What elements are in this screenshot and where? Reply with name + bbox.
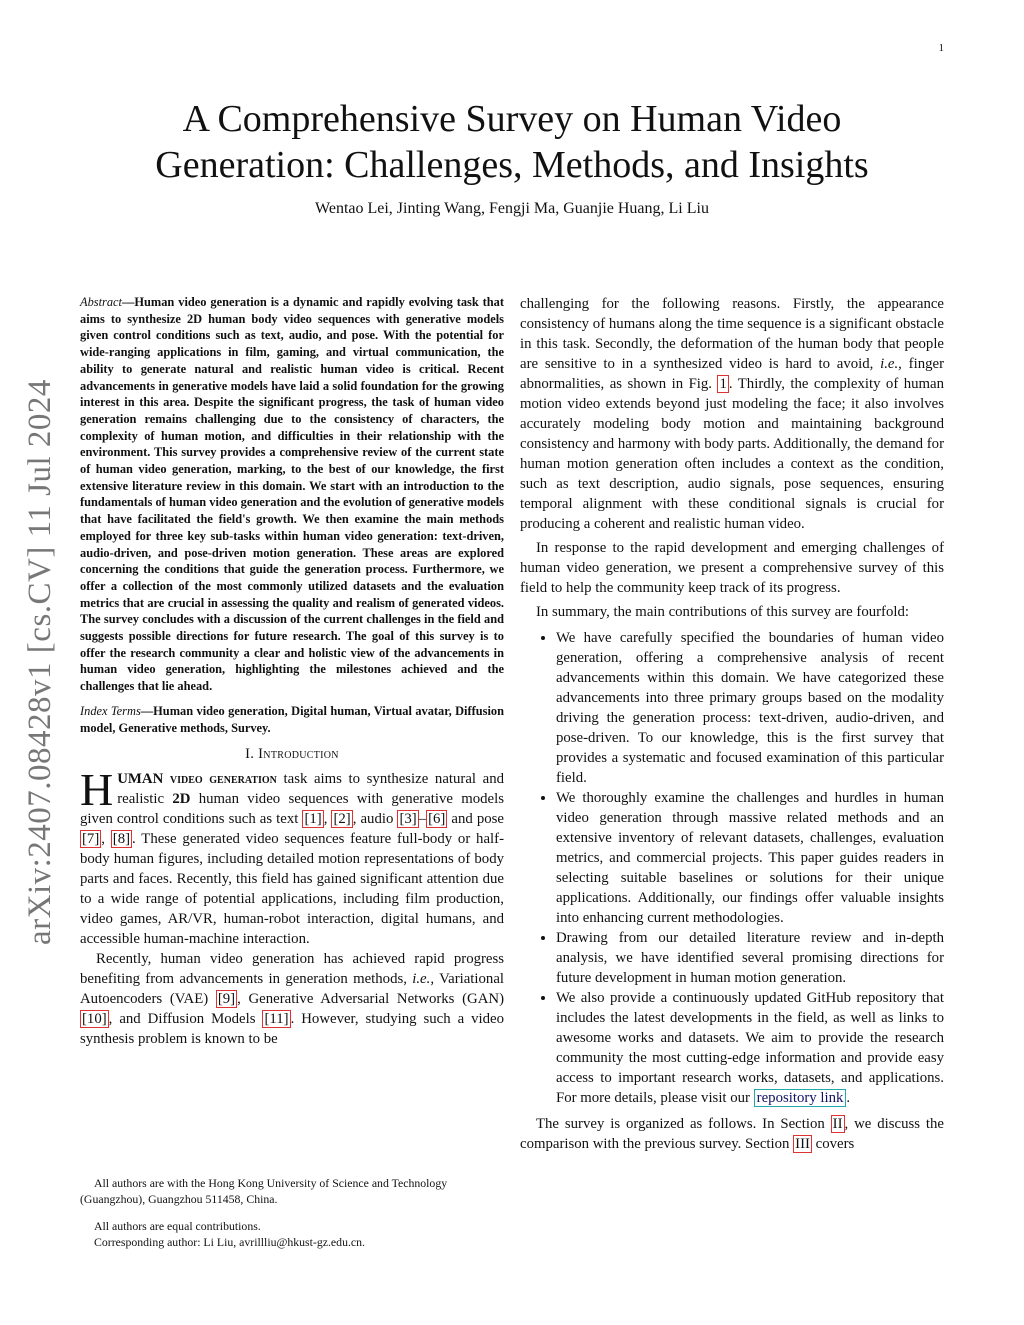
footnotes: [80, 1176, 504, 1262]
citation-link[interactable]: [9]: [217, 991, 236, 1008]
intro-text: Variational Autoencoders (VAE): [80, 971, 504, 1008]
right-paragraph-3: In summary, the main contributions of this survey are fourfold:: [536, 604, 909, 620]
intro-paragraph-1: [80, 764, 504, 949]
section-number: I.: [245, 746, 255, 763]
footnote-corresponding-author: Corresponding author: Li Liu, avrillliu@hkust-gz.edu.cn.: [94, 1234, 365, 1249]
index-terms-label: Index Terms: [80, 703, 141, 718]
list-item: [556, 988, 944, 1108]
body-text: finger abnormalities, as shown in Fig.: [520, 356, 944, 392]
intro-text: task aims to synthesize natural and realistic: [117, 771, 504, 808]
intro-text: ,: [323, 811, 332, 828]
intro-text: –: [418, 811, 427, 828]
body-text: covers: [811, 1136, 855, 1152]
list-item-text: We also provide a continuously updated GitHub repository that includes the latest developments in the field, as well as links to awesome works and datasets. We aim to provide the research community the most cutting-edge information and provide easy access to important research works, datasets, and applications. For more details, please visit our: [556, 990, 944, 1106]
abstract-text: Human video generation is a dynamic and rapidly evolving task that aims to synthesize 2D human body video sequences with generative models given control conditions such as text, audio, and pose. With the potential for wide-ranging applications in film, gaming, and virtual communication, the ability to generate natural and realistic human video is critical. Recent advancements in generative models have laid a solid foundation for the growing interest in this area. Despite the significant progress, the task of human video generation remains challenging due to the consistency of characters, the complexity of human motion, and difficulties in their relationship with the environment. This survey provides a comprehensive review of the current state of human video generation, marking, to the best of our knowledge, the first extensive literature review in this domain. We start with an introduction to the fundamentals of human video generation and the evolution of generative models that have facilitated the field's growth. We then examine the main methods employed for three key sub-tasks within human video generation: text-driven, audio-driven, and pose-driven motion generation. These areas are explored concerning the conditions that guide the generation process. Furthermore, we offer a collection of the most commonly utilized datasets and the evaluation metrics that are crucial in assessing the quality and realism of generated videos. The survey concludes with a discussion of the current challenges in the field and suggests possible directions for future research. The goal of this survey is to offer the research community a clear and holistic view of the advancements in human video generation, highlighting the milestones achieved and the challenges that lie ahead.: [80, 295, 504, 694]
abstract: [80, 294, 504, 695]
arxiv-stamp: arXiv:2407.08428v1 [cs.CV] 11 Jul 2024: [22, 379, 58, 945]
section-link[interactable]: III: [795, 1136, 810, 1152]
contributions-list: [520, 628, 944, 1108]
body-text: . Thirdly, the complexity of human motion video extends beyond just modeling the face; it also involves accurately modeling body motion and maintaining background consistency and harmony with body parts. Additionally, the demand for human motion generation often includes a context as the condition, such as text description, audio signals, pose sequences, ensuring temporal alignment with these conditional signals is crucial for producing a coherent and realistic human video.: [520, 376, 944, 532]
author-list: Wentao Lei, Jinting Wang, Fengji Ma, Guanjie Huang, Li Liu: [315, 200, 709, 217]
intro-text: human video sequences with generative models given control conditions such as text: [80, 791, 504, 828]
abstract-label: Abstract: [80, 295, 122, 309]
page-number: 1: [938, 42, 944, 54]
citation-link[interactable]: [8]: [112, 831, 131, 848]
footnote-equal-contribution: All authors are equal contributions.: [94, 1219, 261, 1233]
title-line-2: Generation: Challenges, Methods, and Insights: [155, 144, 869, 186]
body-text: , we discuss the comparison with the previous survey. Section: [520, 1116, 944, 1152]
intro-text: ,: [101, 831, 111, 848]
paper-title: [0, 96, 1024, 188]
right-paragraph-2: In response to the rapid development and emerging challenges of human video generation, we present a comprehensive survey of this field to help the community keep track of its progress.: [520, 540, 944, 596]
citation-link[interactable]: [7]: [82, 831, 100, 848]
citation-link[interactable]: [6]: [428, 811, 446, 828]
intro-text: , and Diffusion Models: [108, 1011, 263, 1028]
footnote-affiliation: All authors are with the Hong Kong University of Science and Technology (Guangzhou), Guangzhou 511458, China.: [80, 1176, 448, 1206]
right-paragraph-1: [520, 294, 944, 534]
left-column: [80, 294, 504, 1049]
intro-text: Recently, human video generation has achieved rapid progress benefiting from advancements in generation methods,: [80, 951, 504, 988]
list-item: • Drawing from our detailed literature review and in-depth analysis, we have identified several promising directions for future development in human motion generation.: [556, 928, 944, 988]
citation-link[interactable]: [1]: [304, 811, 322, 828]
body-text: The survey is organized as follows. In Section: [536, 1116, 831, 1132]
title-line-1: A Comprehensive Survey on Human Video: [182, 98, 842, 140]
right-column: [520, 294, 944, 1154]
intro-bold-2d: 2D: [172, 791, 191, 808]
citation-link[interactable]: [2]: [333, 811, 351, 828]
intro-lead: UMAN video generation: [117, 771, 277, 788]
section-title: Introduction: [258, 746, 339, 763]
drop-cap: H: [80, 764, 114, 816]
intro-italic: i.e.,: [412, 971, 435, 988]
right-paragraph-4: [520, 1114, 944, 1154]
index-terms-text: Human video generation, Digital human, Virtual avatar, Diffusion model, Generative methods, Survey.: [80, 703, 504, 735]
list-item-text: .: [846, 1090, 851, 1106]
intro-text: . These generated video sequences feature full-body or half-body human figures, including detailed motion representations of body parts and faces. Recently, this field has gained significant attention due to a wide range of potential applications, including film production, video games, AR/VR, human-robot interaction, digital humans, and accessible human-machine interaction.: [80, 831, 504, 948]
body-text: challenging for the following reasons. Firstly, the appearance consistency of humans along the time sequence is a significant obstacle in this task. Secondly, the deformation of the human body that people are sensitive to in a synthesized video is hard to avoid,: [520, 296, 944, 372]
index-terms-dash: —: [140, 703, 154, 718]
intro-text: , audio: [352, 811, 398, 828]
intro-text: and pose: [447, 811, 504, 828]
repository-link[interactable]: repository link: [754, 1089, 847, 1107]
list-item: • We thoroughly examine the challenges and hurdles in human video generation through massive related methods and an extensive inventory of relevant datasets, challenges, evaluation metrics, and commercial projects. This paper guides readers in selecting suitable baselines or solutions for their unique applications. Additionally, our findings offer valuable insights into enhancing current methodologies.: [556, 788, 944, 928]
section-heading-introduction: [80, 746, 504, 763]
intro-text: , Generative Adversarial Networks (GAN): [237, 991, 504, 1008]
abstract-dash: —: [122, 295, 135, 309]
figure-link[interactable]: 1: [719, 376, 727, 392]
citation-link[interactable]: [10]: [82, 1011, 107, 1028]
intro-paragraph-2: [80, 949, 504, 1049]
citation-link[interactable]: [3]: [399, 811, 417, 828]
list-item: • We have carefully specified the boundaries of human video generation, offering a comprehensive analysis of recent advancements within this domain. We have categorized these advancements into three primary groups based on the modality driving the generation process: text-driven, audio-driven, and pose-driven. To our knowledge, this is the first survey that provides a systematic and focused examination of this particular field.: [556, 628, 944, 788]
section-link[interactable]: II: [832, 1116, 843, 1132]
citation-link[interactable]: [11]: [264, 1011, 289, 1028]
intro-text: . However, studying such a video synthesis problem is known to be: [80, 1011, 504, 1048]
body-italic: i.e.,: [880, 356, 902, 372]
index-terms: [80, 703, 504, 736]
